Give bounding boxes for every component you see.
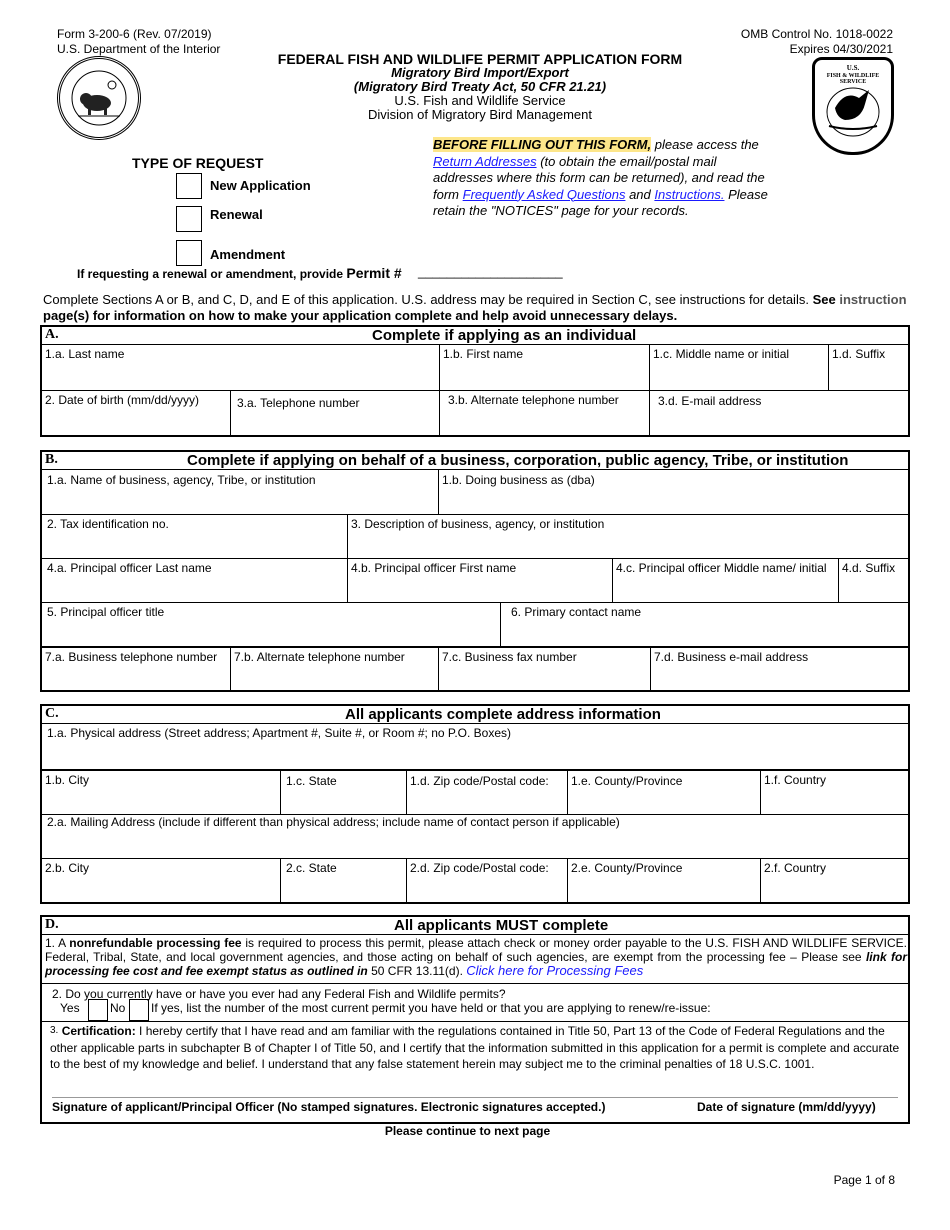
section-c-title: All applicants complete address information — [345, 706, 661, 723]
email-field[interactable]: 3.d. E-mail address — [658, 394, 762, 408]
telephone-field[interactable]: 3.a. Telephone number — [237, 396, 360, 410]
division-name: Division of Migratory Bird Management — [368, 107, 592, 122]
middle-name-field[interactable]: 1.c. Middle name or initial — [653, 347, 790, 361]
omb-control-number: OMB Control No. 1018-0022 — [740, 27, 893, 41]
date-of-birth-field[interactable]: 2. Date of birth (mm/dd/yyyy) — [45, 393, 200, 407]
department-name: U.S. Department of the Interior — [57, 42, 221, 56]
amendment-label: Amendment — [210, 247, 286, 262]
section-c-letter: C. — [45, 706, 59, 721]
section-a-letter: A. — [45, 327, 59, 342]
renewal-checkbox[interactable] — [176, 206, 202, 232]
officer-suffix-field[interactable]: 4.d. Suffix — [842, 561, 896, 575]
section-a — [40, 325, 910, 437]
expiration-date: Expires 04/30/2021 — [789, 42, 893, 56]
faq-link[interactable]: Frequently Asked Questions — [462, 186, 626, 202]
signature-label: Signature of applicant/Principal Officer (No stamped signatures. Electronic signatures accepted.) — [52, 1100, 606, 1114]
new-application-checkbox[interactable] — [176, 173, 202, 199]
svg-text:U.S.: U.S. — [846, 64, 860, 72]
physical-country-field[interactable]: 1.f. Country — [764, 773, 827, 787]
tax-id-field[interactable]: 2. Tax identification no. — [47, 517, 169, 531]
form-subtitle: Migratory Bird Import/Export — [391, 65, 569, 80]
business-name-field[interactable]: 1.a. Name of business, agency, Tribe, or institution — [47, 473, 316, 487]
dba-field[interactable]: 1.b. Doing business as (dba) — [442, 473, 595, 487]
renewal-label: Renewal — [210, 207, 263, 222]
mailing-address-field[interactable]: 2.a. Mailing Address (include if different than physical address; include name of contact person if applicable) — [47, 815, 620, 829]
signature-line[interactable] — [52, 1097, 898, 1098]
physical-county-field[interactable]: 1.e. County/Province — [571, 774, 683, 788]
processing-fee-notice: 1. A nonrefundable processing fee is required to process this permit, please attach check or money order payable to the U.S. FISH AND WILDLIFE SERVICE. Federal, Tribal, State, and local government agencies, and those acting on behalf of such agencies, are exempt from the processing fee – Please see link for processing fee cost and fee exempt status as outlined in 50 CFR 13.11(d). Click here for Processing Fees — [45, 936, 907, 978]
fws-shield-logo — [812, 57, 894, 155]
doi-seal-logo — [57, 56, 141, 140]
processing-fees-link[interactable]: Click here for Processing Fees — [466, 963, 644, 978]
prior-permits-yes-checkbox[interactable] — [88, 999, 108, 1021]
before-filling-notice: BEFORE FILLING OUT THIS FORM, please access the Return Addresses (to obtain the email/postal mail addresses where this form can be returned), and read the form Frequently Asked Questions and Instructions. Please retain the "NOTICES" page for your records. — [433, 137, 768, 218]
section-d-title: All applicants MUST complete — [394, 917, 609, 934]
permit-number-field[interactable]: ____________________ — [418, 264, 563, 279]
section-b-letter: B. — [45, 452, 58, 467]
prior-permits-no-label: No — [110, 1001, 126, 1015]
physical-city-field[interactable]: 1.b. City — [45, 773, 90, 787]
section-a-title: Complete if applying as an individual — [372, 327, 637, 344]
mailing-county-field[interactable]: 2.e. County/Province — [571, 861, 683, 875]
instructions-link[interactable]: Instructions. — [654, 186, 725, 202]
permit-number-prompt: If requesting a renewal or amendment, provide Permit # — [77, 265, 402, 281]
physical-zip-field[interactable]: 1.d. Zip code/Postal code: — [410, 774, 549, 788]
amendment-checkbox[interactable] — [176, 240, 202, 266]
officer-middle-name-field[interactable]: 4.c. Principal officer Middle name/ initial — [616, 561, 827, 575]
return-addresses-link[interactable]: Return Addresses — [433, 153, 537, 169]
mailing-zip-field[interactable]: 2.d. Zip code/Postal code: — [410, 861, 549, 875]
alternate-telephone-field[interactable]: 3.b. Alternate telephone number — [448, 393, 619, 407]
business-alt-telephone-field[interactable]: 7.b. Alternate telephone number — [234, 650, 405, 664]
officer-first-name-field[interactable]: 4.b. Principal officer First name — [351, 561, 517, 575]
section-b — [40, 450, 910, 692]
form-regulation: (Migratory Bird Treaty Act, 50 CFR 21.21) — [353, 79, 607, 94]
svg-text:FISH & WILDLIFE: FISH & WILDLIFE — [826, 73, 880, 79]
business-description-field[interactable]: 3. Description of business, agency, or institution — [351, 517, 605, 531]
mailing-state-field[interactable]: 2.c. State — [286, 861, 337, 875]
prior-permits-no-checkbox[interactable] — [129, 999, 149, 1021]
first-name-field[interactable]: 1.b. First name — [443, 347, 524, 361]
section-d — [40, 915, 910, 1124]
section-c — [40, 704, 910, 904]
continue-note: Please continue to next page — [384, 1124, 551, 1138]
new-application-label: New Application — [210, 178, 311, 193]
business-email-field[interactable]: 7.d. Business e-mail address — [654, 650, 809, 664]
officer-last-name-field[interactable]: 4.a. Principal officer Last name — [47, 561, 212, 575]
section-d-letter: D. — [45, 917, 59, 932]
physical-state-field[interactable]: 1.c. State — [286, 774, 337, 788]
mailing-city-field[interactable]: 2.b. City — [45, 861, 90, 875]
page-number: Page 1 of 8 — [833, 1173, 895, 1187]
last-name-field[interactable]: 1.a. Last name — [45, 347, 125, 361]
primary-contact-field[interactable]: 6. Primary contact name — [511, 605, 642, 619]
officer-title-field[interactable]: 5. Principal officer title — [47, 605, 165, 619]
mailing-country-field[interactable]: 2.f. Country — [764, 861, 827, 875]
prior-permit-number-prompt: If yes, list the number of the most current permit you have held or that you are applying to renew/re-issue: — [151, 1001, 711, 1015]
form-intro-instructions: Complete Sections A or B, and C, D, and E of this application. U.S. address may be required in Section C, see instructions for details. See instruction page(s) for information on how to make your application complete and help avoid unnecessary delays. — [43, 292, 907, 323]
business-fax-field[interactable]: 7.c. Business fax number — [442, 650, 577, 664]
physical-address-field[interactable]: 1.a. Physical address (Street address; Apartment #, Suite #, or Room #; no P.O. Boxes) — [47, 726, 512, 740]
section-b-title: Complete if applying on behalf of a business, corporation, public agency, Tribe, or institution — [187, 452, 849, 469]
svg-text:SERVICE: SERVICE — [839, 79, 867, 85]
suffix-field[interactable]: 1.d. Suffix — [832, 347, 886, 361]
prior-permits-question: 2. Do you currently have or have you ever had any Federal Fish and Wildlife permits? — [52, 987, 506, 1001]
signature-date-label: Date of signature (mm/dd/yyyy) — [697, 1100, 876, 1114]
prior-permits-yes-label: Yes — [60, 1001, 80, 1015]
form-number: Form 3-200-6 (Rev. 07/2019) — [57, 27, 212, 41]
form-title: FEDERAL FISH AND WILDLIFE PERMIT APPLICATION FORM — [277, 51, 683, 67]
request-type-heading: TYPE OF REQUEST — [132, 155, 264, 171]
agency-name: U.S. Fish and Wildlife Service — [394, 93, 566, 108]
business-telephone-field[interactable]: 7.a. Business telephone number — [45, 650, 218, 664]
certification-statement: $^{3.}$ Certification: I hereby certify that I have read and am familiar with the regulations contained in Title 50, Part 13 of the Code of Federal Regulations and the other applicable parts in subchapter B of Chapter I of Title 50, and I certify that the information submitted in this application for a permit is complete and accurate to the best of my knowledge and belief. I understand that any false statement herein may subject me to the criminal penalties of 18 U.S.C. 1001. — [50, 1024, 900, 1071]
